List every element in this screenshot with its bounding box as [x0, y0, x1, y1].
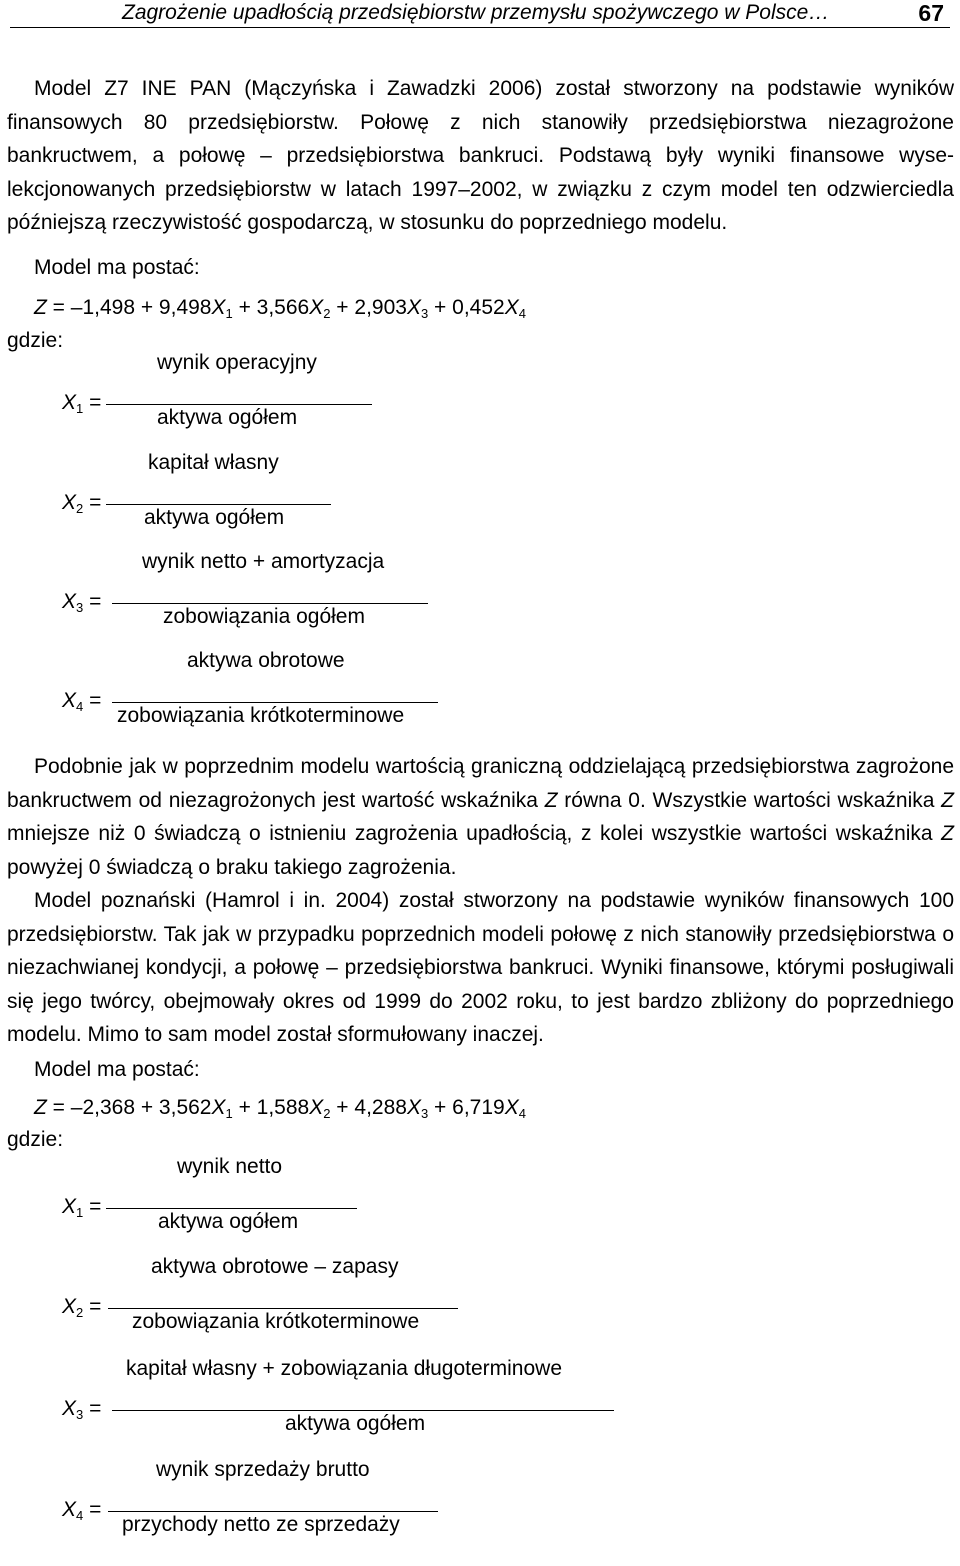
model-poznanski-gdzie: gdzie: [7, 1128, 64, 1151]
fraction-numerator: aktywa obrotowe [187, 649, 345, 672]
fraction-numerator: wynik netto + amortyzacja [142, 550, 385, 573]
fraction-denominator: aktywa ogółem [144, 506, 285, 529]
fraction-denominator: aktywa ogółem [158, 1210, 299, 1233]
fraction-numerator: wynik netto [177, 1155, 283, 1178]
fraction-denominator: zobowiązania krótkoterminowe [132, 1310, 420, 1333]
running-header [10, 0, 950, 28]
model-poznanski-intro: Model ma postać: [34, 1058, 200, 1081]
fraction-numerator: wynik sprzedaży brutto [156, 1458, 370, 1481]
fraction-numerator: wynik operacyjny [157, 351, 317, 374]
model-z7-gdzie: gdzie: [7, 329, 64, 352]
fraction-numerator: kapitał własny [148, 451, 279, 474]
fraction-numerator: aktywa obrotowe – zapasy [151, 1255, 399, 1278]
fraction-denominator: aktywa ogółem [157, 406, 298, 429]
fraction-denominator: zobowiązania krótkoterminowe [117, 704, 405, 727]
header-title: Zagrożenie upadłością przedsiębiorstw przemysłu spożywczego w Polsce… [122, 1, 830, 24]
fraction-numerator: kapitał własny + zobowiązania długoterminowe [126, 1357, 562, 1380]
fraction-denominator: przychody netto ze sprzedaży [122, 1513, 400, 1536]
page-number: 67 [918, 0, 944, 26]
model-poznanski-equation: $Z = -2,368 + 3,562X_1 + 1,588X_2 + 4,288X_3 + 6,719X_4$ [34, 1096, 526, 1121]
paragraph-model-z7: Model Z7 INE PAN (Mączyńska i Zawadzki 2006) został stworzony na podstawie wyników finansowych 80 przedsiębiorstw. Połowę z nich stanowiły przedsiębiorstwa niezagrożone bankructwem, a połowę – przedsiębiorstwa bankruci. Podstawą były wyniki finansowe wyselekcjonowanych przedsiębiorstw w latach 1997–2002, w związku z czym model ten odzwierciedla późniejszą rzeczywistość gospodarczą, w stosunku do poprzedniego modelu. [7, 77, 954, 235]
paragraph-model-poznanski: Model poznański (Hamrol i in. 2004) został stworzony na podstawie wyników finansowych 100 przedsiębiorstw. Tak jak w przypadku poprzednich modeli połowę z nich stanowiły przedsiębiorstwa o niezachwianej kondycji, a połowę – przedsiębiorstwa bankruci. Wyniki finansowe, którymi posługiwali się jego twórcy, obejmowały okres od 1999 do 2002 roku, to jest bardzo zbliżony do poprzedniego modelu. Mimo to sam model został sformułowany inaczej. [7, 889, 954, 1047]
model-z7-intro: Model ma postać: [34, 256, 200, 279]
fraction-denominator: zobowiązania ogółem [163, 605, 365, 628]
model-z7-equation: $Z = -1,498 + 9,498X_1 + 3,566X_2 + 2,903X_3 + 0,452X_4$ [34, 296, 526, 321]
paragraph-z-threshold: Podobnie jak w poprzednim modelu wartością graniczną oddzielającą przedsiębiorstwa zagrożone bankructwem od niezagrożonych jest wartość wskaźnika Z równa 0. Wszystkie wartości wskaźnika Z mniejsze niż 0 świadczą o istnieniu zagrożenia upadłością, z kolei wszystkie wartości wskaźnika Z powyżej 0 świadczą o braku takiego zagrożenia. [7, 755, 954, 879]
fraction-denominator: aktywa ogółem [285, 1412, 426, 1435]
